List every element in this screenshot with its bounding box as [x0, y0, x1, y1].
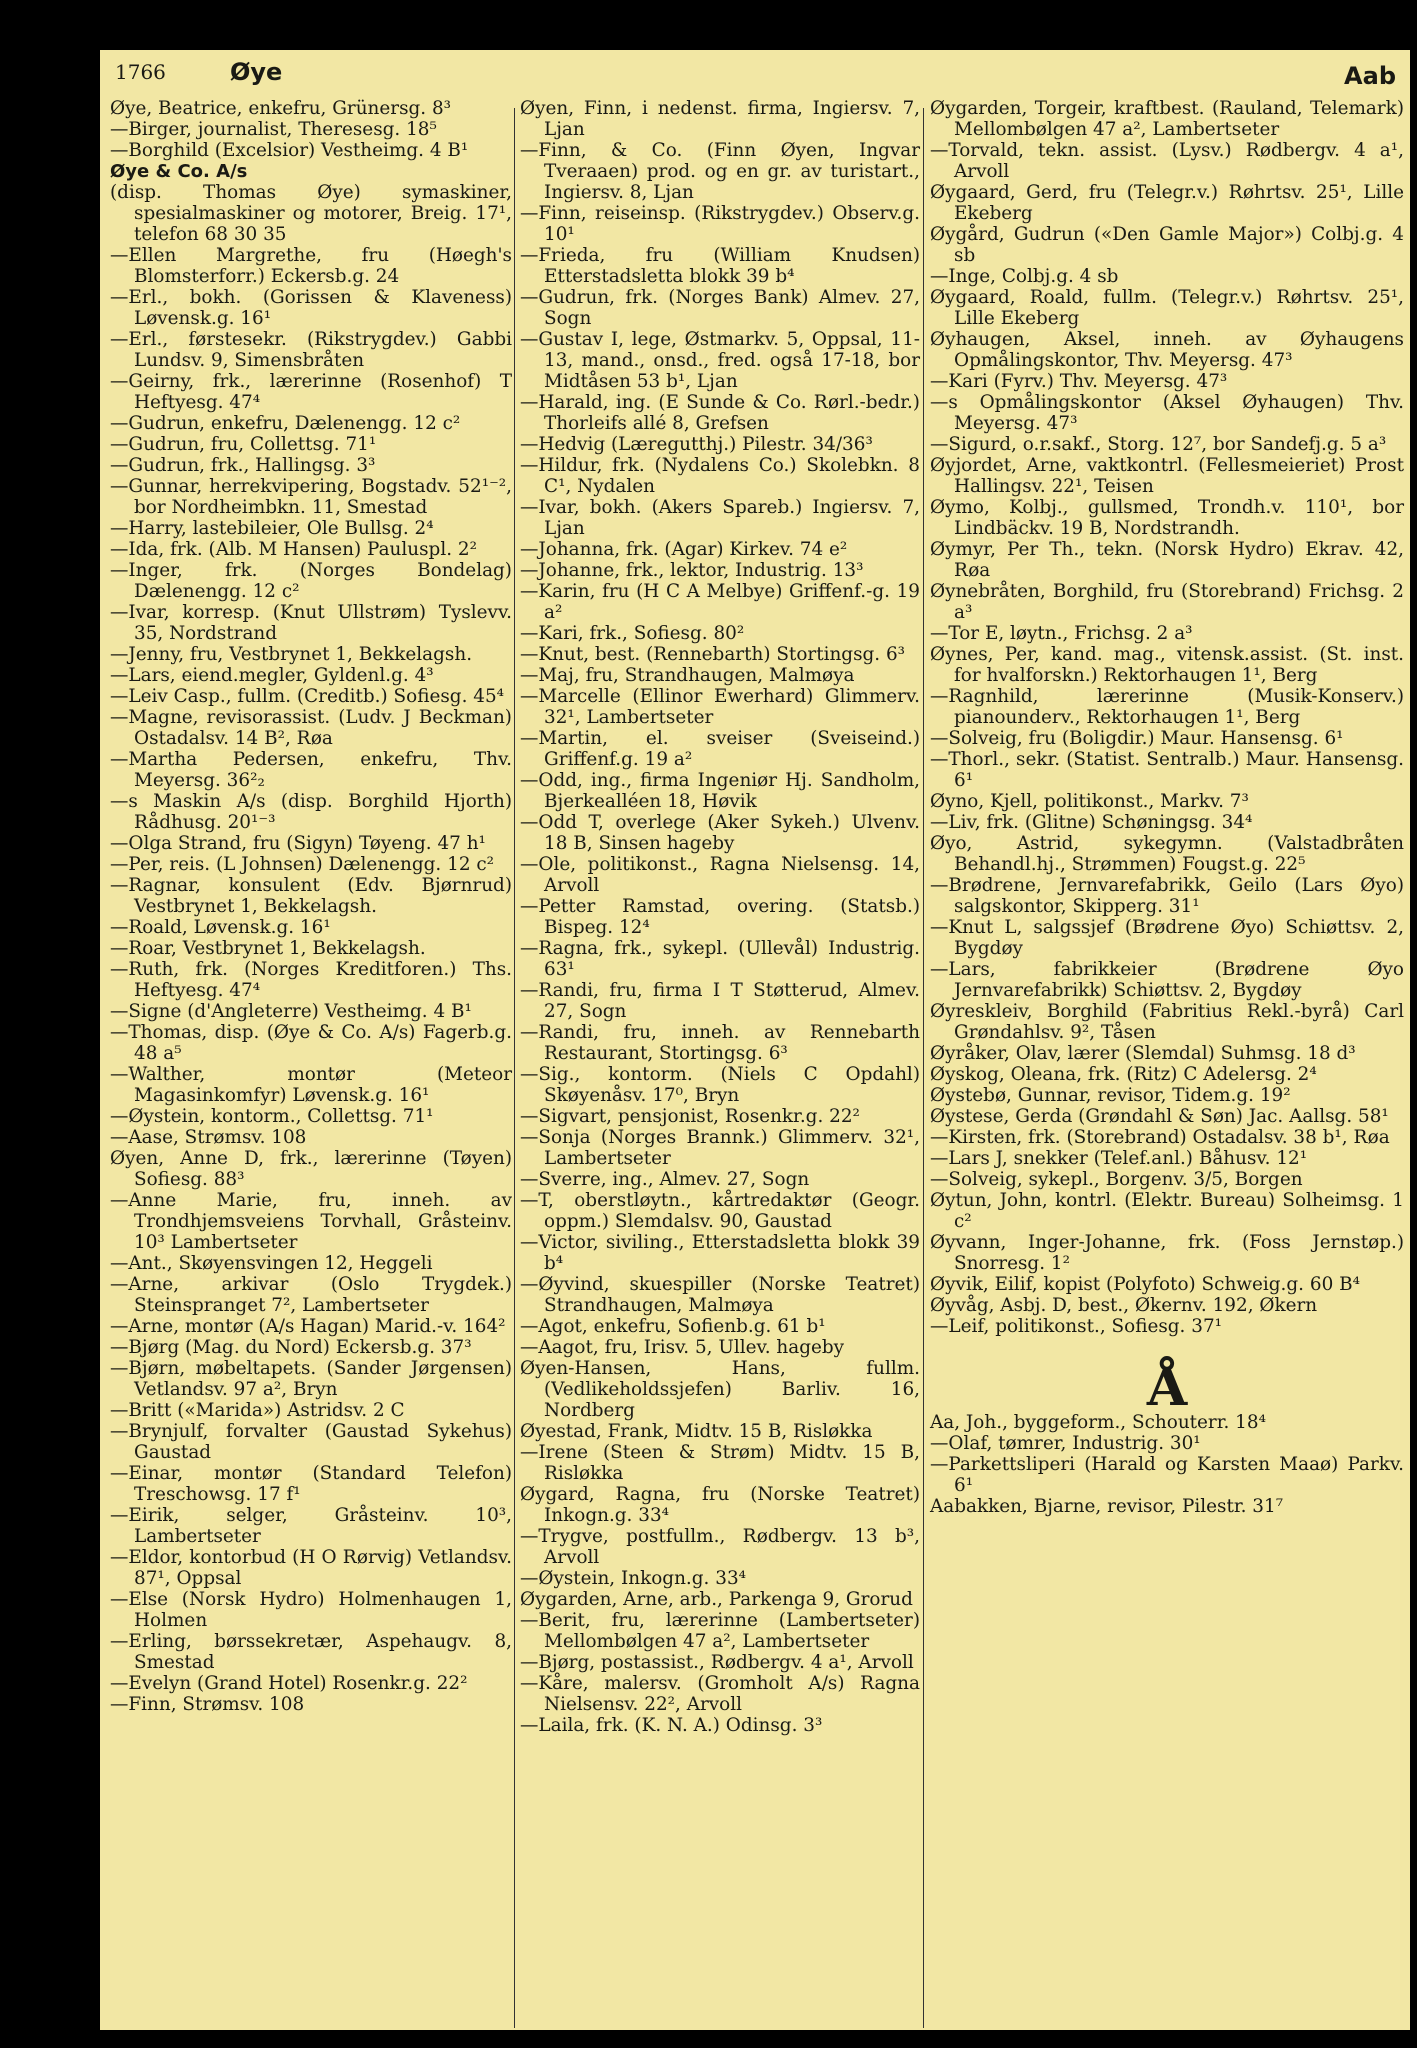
directory-entry: —Ellen Margrethe, fru (Høegh's Blomsterforr.) Eckersb.g. 24 [110, 245, 512, 287]
directory-entry: —Ole, politikonst., Ragna Nielsensg. 14, Arvoll [520, 854, 920, 896]
directory-entry: —T, oberstløytn., kårtredaktør (Geogr. oppm.) Slemdalsv. 90, Gaustad [520, 1190, 920, 1232]
directory-entry: —Gunnar, herrekvipering, Bogstadv. 52¹⁻², bor Nordheimbkn. 11, Smestad [110, 476, 512, 518]
directory-entry: —Finn, Strømsv. 108 [110, 1694, 305, 1715]
directory-entry: —Ida, frk. (Alb. M Hansen) Pauluspl. 2² [110, 539, 477, 560]
directory-entry: —Jenny, fru, Vestbrynet 1, Bekkelagsh. [110, 644, 473, 665]
directory-entry: —Signe (d'Angleterre) Vestheimg. 4 B¹ [110, 1001, 472, 1022]
directory-entry: —Bjørg (Mag. du Nord) Eckersb.g. 37³ [110, 1337, 472, 1358]
directory-entry: Øye, Beatrice, enkefru, Grünersg. 8³ [110, 98, 452, 119]
directory-entry: Øyhaugen, Aksel, inneh. av Øyhaugens Opmålingskontor, Thv. Meyersg. 47³ [930, 329, 1404, 371]
directory-entry: —Frieda, fru (William Knudsen) Etterstadsletta blokk 39 b⁴ [520, 245, 920, 287]
directory-page [100, 50, 1410, 2030]
directory-entry: Øyvann, Inger-Johanne, frk. (Foss Jernstøp.) Snorresg. 1² [930, 1232, 1404, 1274]
directory-entry: Øyjordet, Arne, vaktkontrl. (Fellesmeieriet) Prost Hallingsv. 22¹, Teisen [930, 455, 1404, 497]
header-last-word: Aab [1344, 62, 1396, 90]
directory-entry: —Arne, montør (A/s Hagan) Marid.-v. 164² [110, 1316, 506, 1337]
directory-entry: —Sonja (Norges Brannk.) Glimmerv. 32¹, Lambertseter [520, 1127, 920, 1169]
directory-entry: —Gustav I, lege, Østmarkv. 5, Oppsal, 11-13, mand., onsd., fred. også 17-18, bor Midtåsen 53 b¹, Ljan [520, 329, 920, 392]
directory-entry: —Ivar, korresp. (Knut Ullstrøm) Tyslevv. 35, Nordstrand [110, 602, 512, 644]
directory-entry: Øyo, Astrid, sykegymn. (Valstadbråten Behandl.hj., Strømmen) Fougst.g. 22⁵ [930, 833, 1404, 875]
directory-entry: Øystese, Gerda (Grøndahl & Søn) Jac. Aallsg. 58¹ [930, 1106, 1389, 1127]
directory-entry: —Brynjulf, forvalter (Gaustad Sykehus) Gaustad [110, 1421, 512, 1463]
directory-entry: —Randi, fru, inneh. av Rennebarth Restaurant, Stortingsg. 6³ [520, 1022, 920, 1064]
directory-entry: —Roar, Vestbrynet 1, Bekkelagsh. [110, 938, 426, 959]
directory-entry: Øygarden, Arne, arb., Parkenga 9, Grorud [520, 1589, 913, 1610]
firm-heading: Øye & Co. A/s [110, 161, 248, 182]
directory-entry: —Øystein, kontorm., Collettsg. 71¹ [110, 1106, 434, 1127]
directory-entry: Øymyr, Per Th., tekn. (Norsk Hydro) Ekrav. 42, Røa [930, 539, 1404, 581]
column-3 [930, 98, 1404, 1517]
column-2 [520, 98, 920, 1736]
directory-entry: —Liv, frk. (Glitne) Schøningsg. 34⁴ [930, 812, 1253, 833]
directory-entry: —Johanne, frk., lektor, Industrig. 13³ [520, 560, 864, 581]
directory-entry: —Hildur, frk. (Nydalens Co.) Skolebkn. 8 C¹, Nydalen [520, 455, 920, 497]
directory-entry: Øygaard, Roald, fullm. (Telegr.v.) Røhrtsv. 25¹, Lille Ekeberg [930, 287, 1404, 329]
directory-entry: —Maj, fru, Strandhaugen, Malmøya [520, 665, 855, 686]
directory-entry: —Ragnhild, lærerinne (Musik-Konserv.) pianounderv., Rektorhaugen 1¹, Berg [930, 686, 1404, 728]
directory-entry: —Odd T, overlege (Aker Sykeh.) Ulvenv. 18 B, Sinsen hageby [520, 812, 920, 854]
directory-entry: —Knut, best. (Rennebarth) Stortingsg. 6³ [520, 644, 906, 665]
directory-entry: —Eldor, kontorbud (H O Rørvig) Vetlandsv. 87¹, Oppsal [110, 1547, 512, 1589]
directory-entry: —Petter Ramstad, overing. (Statsb.) Bispeg. 12⁴ [520, 896, 920, 938]
directory-entry: —Lars J, snekker (Telef.anl.) Båhusv. 12¹ [930, 1148, 1308, 1169]
directory-entry: —Lars, fabrikkeier (Brødrene Øyo Jernvarefabrikk) Schiøttsv. 2, Bygdøy [930, 959, 1404, 1001]
directory-entry: —Olga Strand, fru (Sigyn) Tøyeng. 47 h¹ [110, 833, 486, 854]
directory-entry: Øygaard, Gerd, fru (Telegr.v.) Røhrtsv. 25¹, Lille Ekeberg [930, 182, 1404, 224]
directory-entry: —Odd, ing., firma Ingeniør Hj. Sandholm, Bjerkealléen 18, Høvik [520, 770, 920, 812]
directory-entry: Øyvik, Eilif, kopist (Polyfoto) Schweig.g. 60 B⁴ [930, 1274, 1361, 1295]
directory-entry: Øynebråten, Borghild, fru (Storebrand) Frichsg. 2 a³ [930, 581, 1404, 623]
directory-entry: —Else (Norsk Hydro) Holmenhaugen 1, Holmen [110, 1589, 512, 1631]
directory-entry: —Gudrun, fru, Collettsg. 71¹ [110, 434, 377, 455]
directory-entry: —Torvald, tekn. assist. (Lysv.) Rødbergv. 4 a¹, Arvoll [930, 140, 1404, 182]
directory-entry: —Anne Marie, fru, inneh. av Trondhjemsveiens Torvhall, Gråsteinv. 10³ Lambertseter [110, 1190, 512, 1253]
directory-entry: —Agot, enkefru, Sofienb.g. 61 b¹ [520, 1316, 826, 1337]
column-rule [514, 108, 515, 2028]
directory-entry: —Ant., Skøyensvingen 12, Heggeli [110, 1253, 433, 1274]
directory-entry: —Lars, eiend.megler, Gyldenl.g. 4³ [110, 665, 434, 686]
directory-entry: —Øyvind, skuespiller (Norske Teatret) Strandhaugen, Malmøya [520, 1274, 920, 1316]
directory-entry: —Kirsten, frk. (Storebrand) Ostadalsv. 38 b¹, Røa [930, 1127, 1390, 1148]
directory-entry: Øyen, Finn, i nedenst. firma, Ingiersv. 7, Ljan [520, 98, 920, 140]
directory-entry: —Irene (Steen & Strøm) Midtv. 15 B, Risløkka [520, 1442, 920, 1484]
directory-entry: Øyråker, Olav, lærer (Slemdal) Suhmsg. 18 d³ [930, 1043, 1356, 1064]
directory-entry: —Finn, reiseinsp. (Rikstrygdev.) Observ.g. 10¹ [520, 203, 920, 245]
directory-entry: Øyen-Hansen, Hans, fullm. (Vedlikeholdssjefen) Barliv. 16, Nordberg [520, 1358, 920, 1421]
column-1 [110, 98, 512, 1715]
directory-entry: —Kåre, malersv. (Gromholt A/s) Ragna Nielsensv. 22², Arvoll [520, 1673, 920, 1715]
directory-entry: —Solveig, fru (Boligdir.) Maur. Hansensg. 6¹ [930, 728, 1344, 749]
directory-entry: —Einar, montør (Standard Telefon) Treschowsg. 17 f¹ [110, 1463, 512, 1505]
page-number: 1766 [115, 60, 166, 84]
directory-entry: Øymo, Kolbj., gullsmed, Trondh.v. 110¹, bor Lindbäckv. 19 B, Nordstrandh. [930, 497, 1404, 539]
directory-entry: —Ivar, bokh. (Akers Spareb.) Ingiersv. 7, Ljan [520, 497, 920, 539]
directory-entry: —Øystein, Inkogn.g. 33⁴ [520, 1568, 747, 1589]
directory-entry: —Kari, frk., Sofiesg. 80² [520, 623, 745, 644]
column-rule [923, 108, 924, 2028]
directory-entry: Øytun, John, kontrl. (Elektr. Bureau) Solheimsg. 1 c² [930, 1190, 1404, 1232]
directory-entry: —Ruth, frk. (Norges Kreditforen.) Ths. Heftyesg. 47⁴ [110, 959, 512, 1001]
directory-entry: —Leiv Casp., fullm. (Creditb.) Sofiesg. 45⁴ [110, 686, 505, 707]
directory-entry: —Victor, siviling., Etterstadsletta blokk 39 b⁴ [520, 1232, 920, 1274]
directory-entry: —Thorl., sekr. (Statist. Sentralb.) Maur. Hansensg. 6¹ [930, 749, 1404, 791]
directory-entry: Øyestad, Frank, Midtv. 15 B, Risløkka [520, 1421, 873, 1442]
directory-entry: —Ragna, frk., sykepl. (Ullevål) Industrig. 63¹ [520, 938, 920, 980]
directory-entry: —Arne, arkivar (Oslo Trygdek.) Steinspranget 7², Lambertseter [110, 1274, 512, 1316]
directory-entry: Øystebø, Gunnar, revisor, Tidem.g. 19² [930, 1085, 1291, 1106]
directory-entry: —Aagot, fru, Irisv. 5, Ullev. hageby [520, 1337, 845, 1358]
directory-entry: —Ragnar, konsulent (Edv. Bjørnrud) Vestbrynet 1, Bekkelagsh. [110, 875, 512, 917]
directory-entry: —Aase, Strømsv. 108 [110, 1127, 307, 1148]
directory-entry: Øyen, Anne D, frk., lærerinne (Tøyen) Sofiesg. 88³ [110, 1148, 512, 1190]
directory-entry: Øygård, Gudrun («Den Gamle Major») Colbj.g. 4 sb [930, 224, 1404, 266]
directory-entry: —Gudrun, enkefru, Dælenengg. 12 c² [110, 413, 461, 434]
directory-entry: —Knut L, salgssjef (Brødrene Øyo) Schiøttsv. 2, Bygdøy [930, 917, 1404, 959]
directory-entry: —Randi, fru, firma I T Støtterud, Almev. 27, Sogn [520, 980, 920, 1022]
directory-entry: Aa, Joh., byggeform., Schouterr. 18⁴ [930, 1412, 1266, 1433]
directory-entry: —Martha Pedersen, enkefru, Thv. Meyersg. 36²₂ [110, 749, 512, 791]
directory-entry: Øygard, Ragna, fru (Norske Teatret) Inkogn.g. 33⁴ [520, 1484, 920, 1526]
directory-entry: —Geirny, frk., lærerinne (Rosenhof) T Heftyesg. 47⁴ [110, 371, 512, 413]
directory-entry: —Marcelle (Ellinor Ewerhard) Glimmerv. 32¹, Lambertseter [520, 686, 920, 728]
directory-entry: —Berit, fru, lærerinne (Lambertseter) Mellombølgen 47 a², Lambertseter [520, 1610, 920, 1652]
directory-entry: —Trygve, postfullm., Rødbergv. 13 b³, Arvoll [520, 1526, 920, 1568]
directory-entry: —Laila, frk. (K. N. A.) Odinsg. 3³ [520, 1715, 823, 1736]
directory-entry: —Sigvart, pensjonist, Rosenkr.g. 22² [520, 1106, 860, 1127]
directory-entry: —Karin, fru (H C A Melbye) Griffenf.-g. 19 a² [520, 581, 920, 623]
directory-entry: Aabakken, Bjarne, revisor, Pilestr. 31⁷ [930, 1496, 1284, 1517]
directory-entry: —Hedvig (Læregutthj.) Pilestr. 34/36³ [520, 434, 873, 455]
directory-entry: —Thomas, disp. (Øye & Co. A/s) Fagerb.g. 48 a⁵ [110, 1022, 512, 1064]
directory-entry: —Sig., kontorm. (Niels C Opdahl) Skøyenåsv. 17⁰, Bryn [520, 1064, 920, 1106]
directory-entry: —Bjørg, postassist., Rødbergv. 4 a¹, Arvoll [520, 1652, 914, 1673]
directory-entry: Øyvåg, Asbj. D, best., Økernv. 192, Økern [930, 1295, 1318, 1316]
directory-entry: —Walther, montør (Meteor Magasinkomfyr) Løvensk.g. 16¹ [110, 1064, 512, 1106]
header-first-word: Øye [230, 58, 283, 86]
directory-entry: Øyskog, Oleana, frk. (Ritz) C Adelersg. 2⁴ [930, 1064, 1317, 1085]
directory-entry: —Inge, Colbj.g. 4 sb [930, 266, 1119, 287]
directory-entry: —Kari (Fyrv.) Thv. Meyersg. 47³ [930, 371, 1228, 392]
directory-entry: —Gudrun, frk., Hallingsg. 3³ [110, 455, 376, 476]
directory-entry: —s Opmålingskontor (Aksel Øyhaugen) Thv. Meyersg. 47³ [930, 392, 1404, 434]
directory-entry: —Harry, lastebileier, Ole Bullsg. 2⁴ [110, 518, 434, 539]
directory-entry: —s Maskin A/s (disp. Borghild Hjorth) Rådhusg. 20¹⁻³ [110, 791, 512, 833]
directory-entry: —Bjørn, møbeltapets. (Sander Jørgensen) Vetlandsv. 97 a², Bryn [110, 1358, 512, 1400]
directory-entry: —Roald, Løvensk.g. 16¹ [110, 917, 331, 938]
directory-entry: —Olaf, tømrer, Industrig. 30¹ [930, 1433, 1201, 1454]
directory-entry: —Evelyn (Grand Hotel) Rosenkr.g. 22² [110, 1673, 468, 1694]
directory-entry: —Brødrene, Jernvarefabrikk, Geilo (Lars Øyo) salgskontor, Skipperg. 31¹ [930, 875, 1404, 917]
directory-entry: Øynes, Per, kand. mag., vitensk.assist. (St. inst. for hvalforskn.) Rektorhaugen 1¹, Berg [930, 644, 1404, 686]
section-letter: Å [1146, 1357, 1188, 1418]
directory-entry: —Harald, ing. (E Sunde & Co. Rørl.-bedr.) Thorleifs allé 8, Grefsen [520, 392, 920, 434]
directory-entry: —Gudrun, frk. (Norges Bank) Almev. 27, Sogn [520, 287, 920, 329]
directory-entry: Øyreskleiv, Borghild (Fabritius Rekl.-byrå) Carl Grøndahlsv. 9², Tåsen [930, 1001, 1404, 1043]
directory-entry: —Finn, & Co. (Finn Øyen, Ingvar Tveraaen) prod. og en gr. av turistart., Ingiersv. 8, Ljan [520, 140, 920, 203]
directory-entry: —Birger, journalist, Theresesg. 18⁵ [110, 119, 437, 140]
directory-entry: —Inger, frk. (Norges Bondelag) Dælenengg. 12 c² [110, 560, 512, 602]
directory-entry: —Erling, børssekretær, Aspehaugv. 8, Smestad [110, 1631, 512, 1673]
directory-entry: —Sverre, ing., Almev. 27, Sogn [520, 1169, 810, 1190]
directory-entry: —Tor E, løytn., Frichsg. 2 a³ [930, 623, 1193, 644]
directory-entry: —Borghild (Excelsior) Vestheimg. 4 B¹ [110, 140, 469, 161]
directory-entry: —Erl., førstesekr. (Rikstrygdev.) Gabbi Lundsv. 9, Simensbråten [110, 329, 512, 371]
directory-entry: —Per, reis. (L Johnsen) Dælenengg. 12 c² [110, 854, 495, 875]
directory-entry: (disp. Thomas Øye) symaskiner, spesialmaskiner og motorer, Breig. 17¹, telefon 68 30 35 [110, 182, 512, 245]
directory-entry: —Erl., bokh. (Gorissen & Klaveness) Løvensk.g. 16¹ [110, 287, 512, 329]
directory-entry: —Parkettsliperi (Harald og Karsten Maaø) Parkv. 6¹ [930, 1454, 1404, 1496]
directory-entry: —Solveig, sykepl., Borgenv. 3/5, Borgen [930, 1169, 1303, 1190]
directory-entry: —Britt («Marida») Astridsv. 2 C [110, 1400, 405, 1421]
directory-entry: —Johanna, frk. (Agar) Kirkev. 74 e² [520, 539, 848, 560]
directory-entry: Øygarden, Torgeir, kraftbest. (Rauland, Telemark) Mellombølgen 47 a², Lambertseter [930, 98, 1404, 140]
directory-entry: —Martin, el. sveiser (Sveiseind.) Griffenf.g. 19 a² [520, 728, 920, 770]
directory-entry: —Leif, politikonst., Sofiesg. 37¹ [930, 1316, 1223, 1337]
directory-entry: —Magne, revisorassist. (Ludv. J Beckman) Ostadalsv. 14 B², Røa [110, 707, 512, 749]
directory-entry: Øyno, Kjell, politikonst., Markv. 7³ [930, 791, 1249, 812]
directory-entry: —Sigurd, o.r.sakf., Storg. 12⁷, bor Sandefj.g. 5 a³ [930, 434, 1387, 455]
directory-entry: —Eirik, selger, Gråsteinv. 10³, Lambertseter [110, 1505, 512, 1547]
